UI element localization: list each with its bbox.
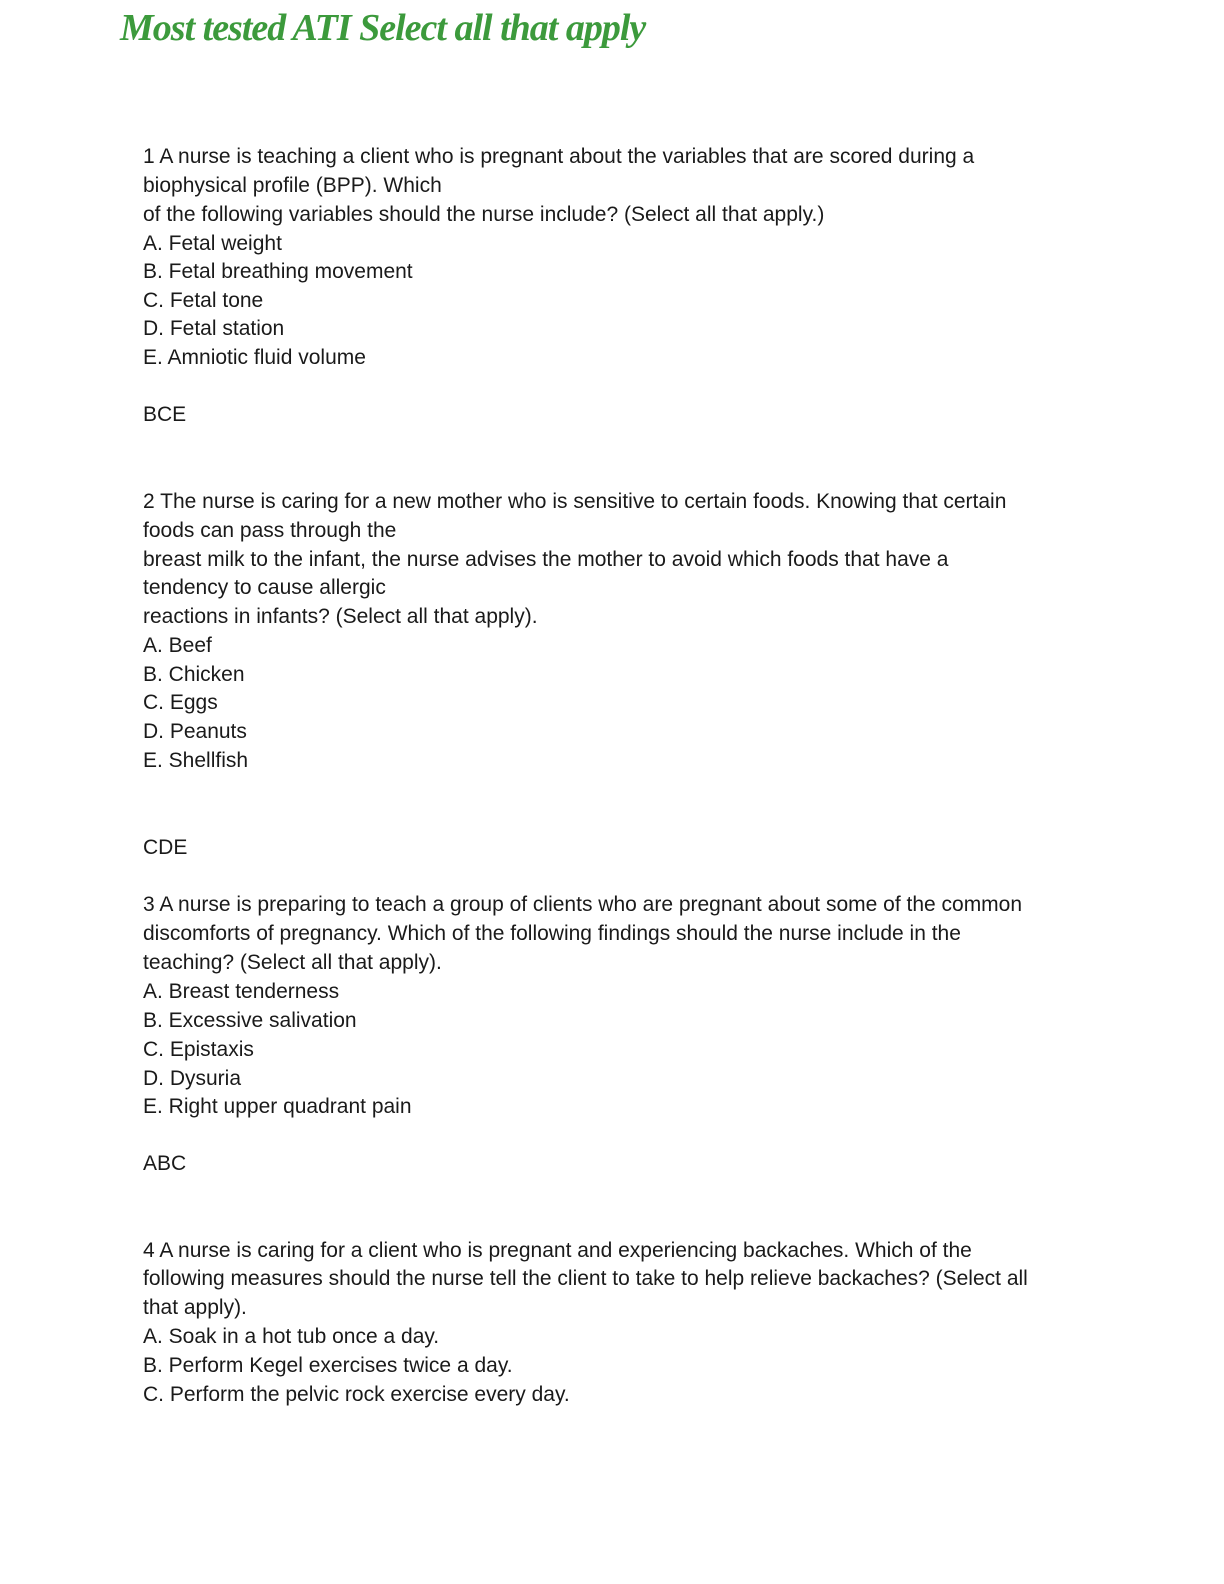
question-2-line: 2 The nurse is caring for a new mother who is sensitive to certain foods. Knowing that certain (143, 490, 1007, 513)
question-4-line: following measures should the nurse tell the client to take to help relieve backaches? (Select all (143, 1267, 1028, 1290)
question-1-line: biophysical profile (BPP). Which (143, 174, 442, 197)
question-1-option-c: C. Fetal tone (143, 289, 264, 312)
page-title: Most tested ATI Select all that apply (120, 7, 646, 49)
question-1-line: of the following variables should the nurse include? (Select all that apply.) (143, 203, 825, 226)
question-2-option-e: E. Shellfish (143, 749, 249, 772)
question-2-option-d: D. Peanuts (143, 720, 247, 743)
question-4-line: that apply). (143, 1296, 247, 1319)
question-2-answer: CDE (143, 836, 188, 859)
question-2-option-b: B. Chicken (143, 663, 245, 686)
question-2-option-a: A. Beef (143, 634, 212, 657)
question-3-option-b: B. Excessive salivation (143, 1009, 357, 1032)
question-4-option-b: B. Perform Kegel exercises twice a day. (143, 1354, 513, 1377)
question-1-option-e: E. Amniotic fluid volume (143, 346, 366, 369)
question-3-option-a: A. Breast tenderness (143, 980, 340, 1003)
question-4-option-a: A. Soak in a hot tub once a day. (143, 1325, 440, 1348)
question-1-option-b: B. Fetal breathing movement (143, 260, 413, 283)
question-3-line: discomforts of pregnancy. Which of the following findings should the nurse include in the (143, 922, 961, 945)
question-1-answer: BCE (143, 403, 187, 426)
question-3-option-e: E. Right upper quadrant pain (143, 1095, 412, 1118)
question-3-line: 3 A nurse is preparing to teach a group of clients who are pregnant about some of the common (143, 893, 1023, 916)
question-4-line: 4 A nurse is caring for a client who is pregnant and experiencing backaches. Which of the (143, 1239, 972, 1262)
question-1-line: 1 A nurse is teaching a client who is pregnant about the variables that are scored during a (143, 145, 975, 168)
question-3-option-d: D. Dysuria (143, 1067, 242, 1090)
question-2-line: tendency to cause allergic (143, 576, 386, 599)
question-2-option-c: C. Eggs (143, 691, 218, 714)
question-3-answer: ABC (143, 1152, 187, 1175)
question-1-option-a: A. Fetal weight (143, 232, 282, 255)
question-2-line: breast milk to the infant, the nurse advises the mother to avoid which foods that have a (143, 548, 949, 571)
question-2-line: reactions in infants? (Select all that apply). (143, 605, 538, 628)
question-3-line: teaching? (Select all that apply). (143, 951, 442, 974)
question-1-option-d: D. Fetal station (143, 317, 285, 340)
question-4-option-c: C. Perform the pelvic rock exercise every day. (143, 1383, 570, 1406)
question-2-line: foods can pass through the (143, 519, 397, 542)
question-3-option-c: C. Epistaxis (143, 1038, 254, 1061)
